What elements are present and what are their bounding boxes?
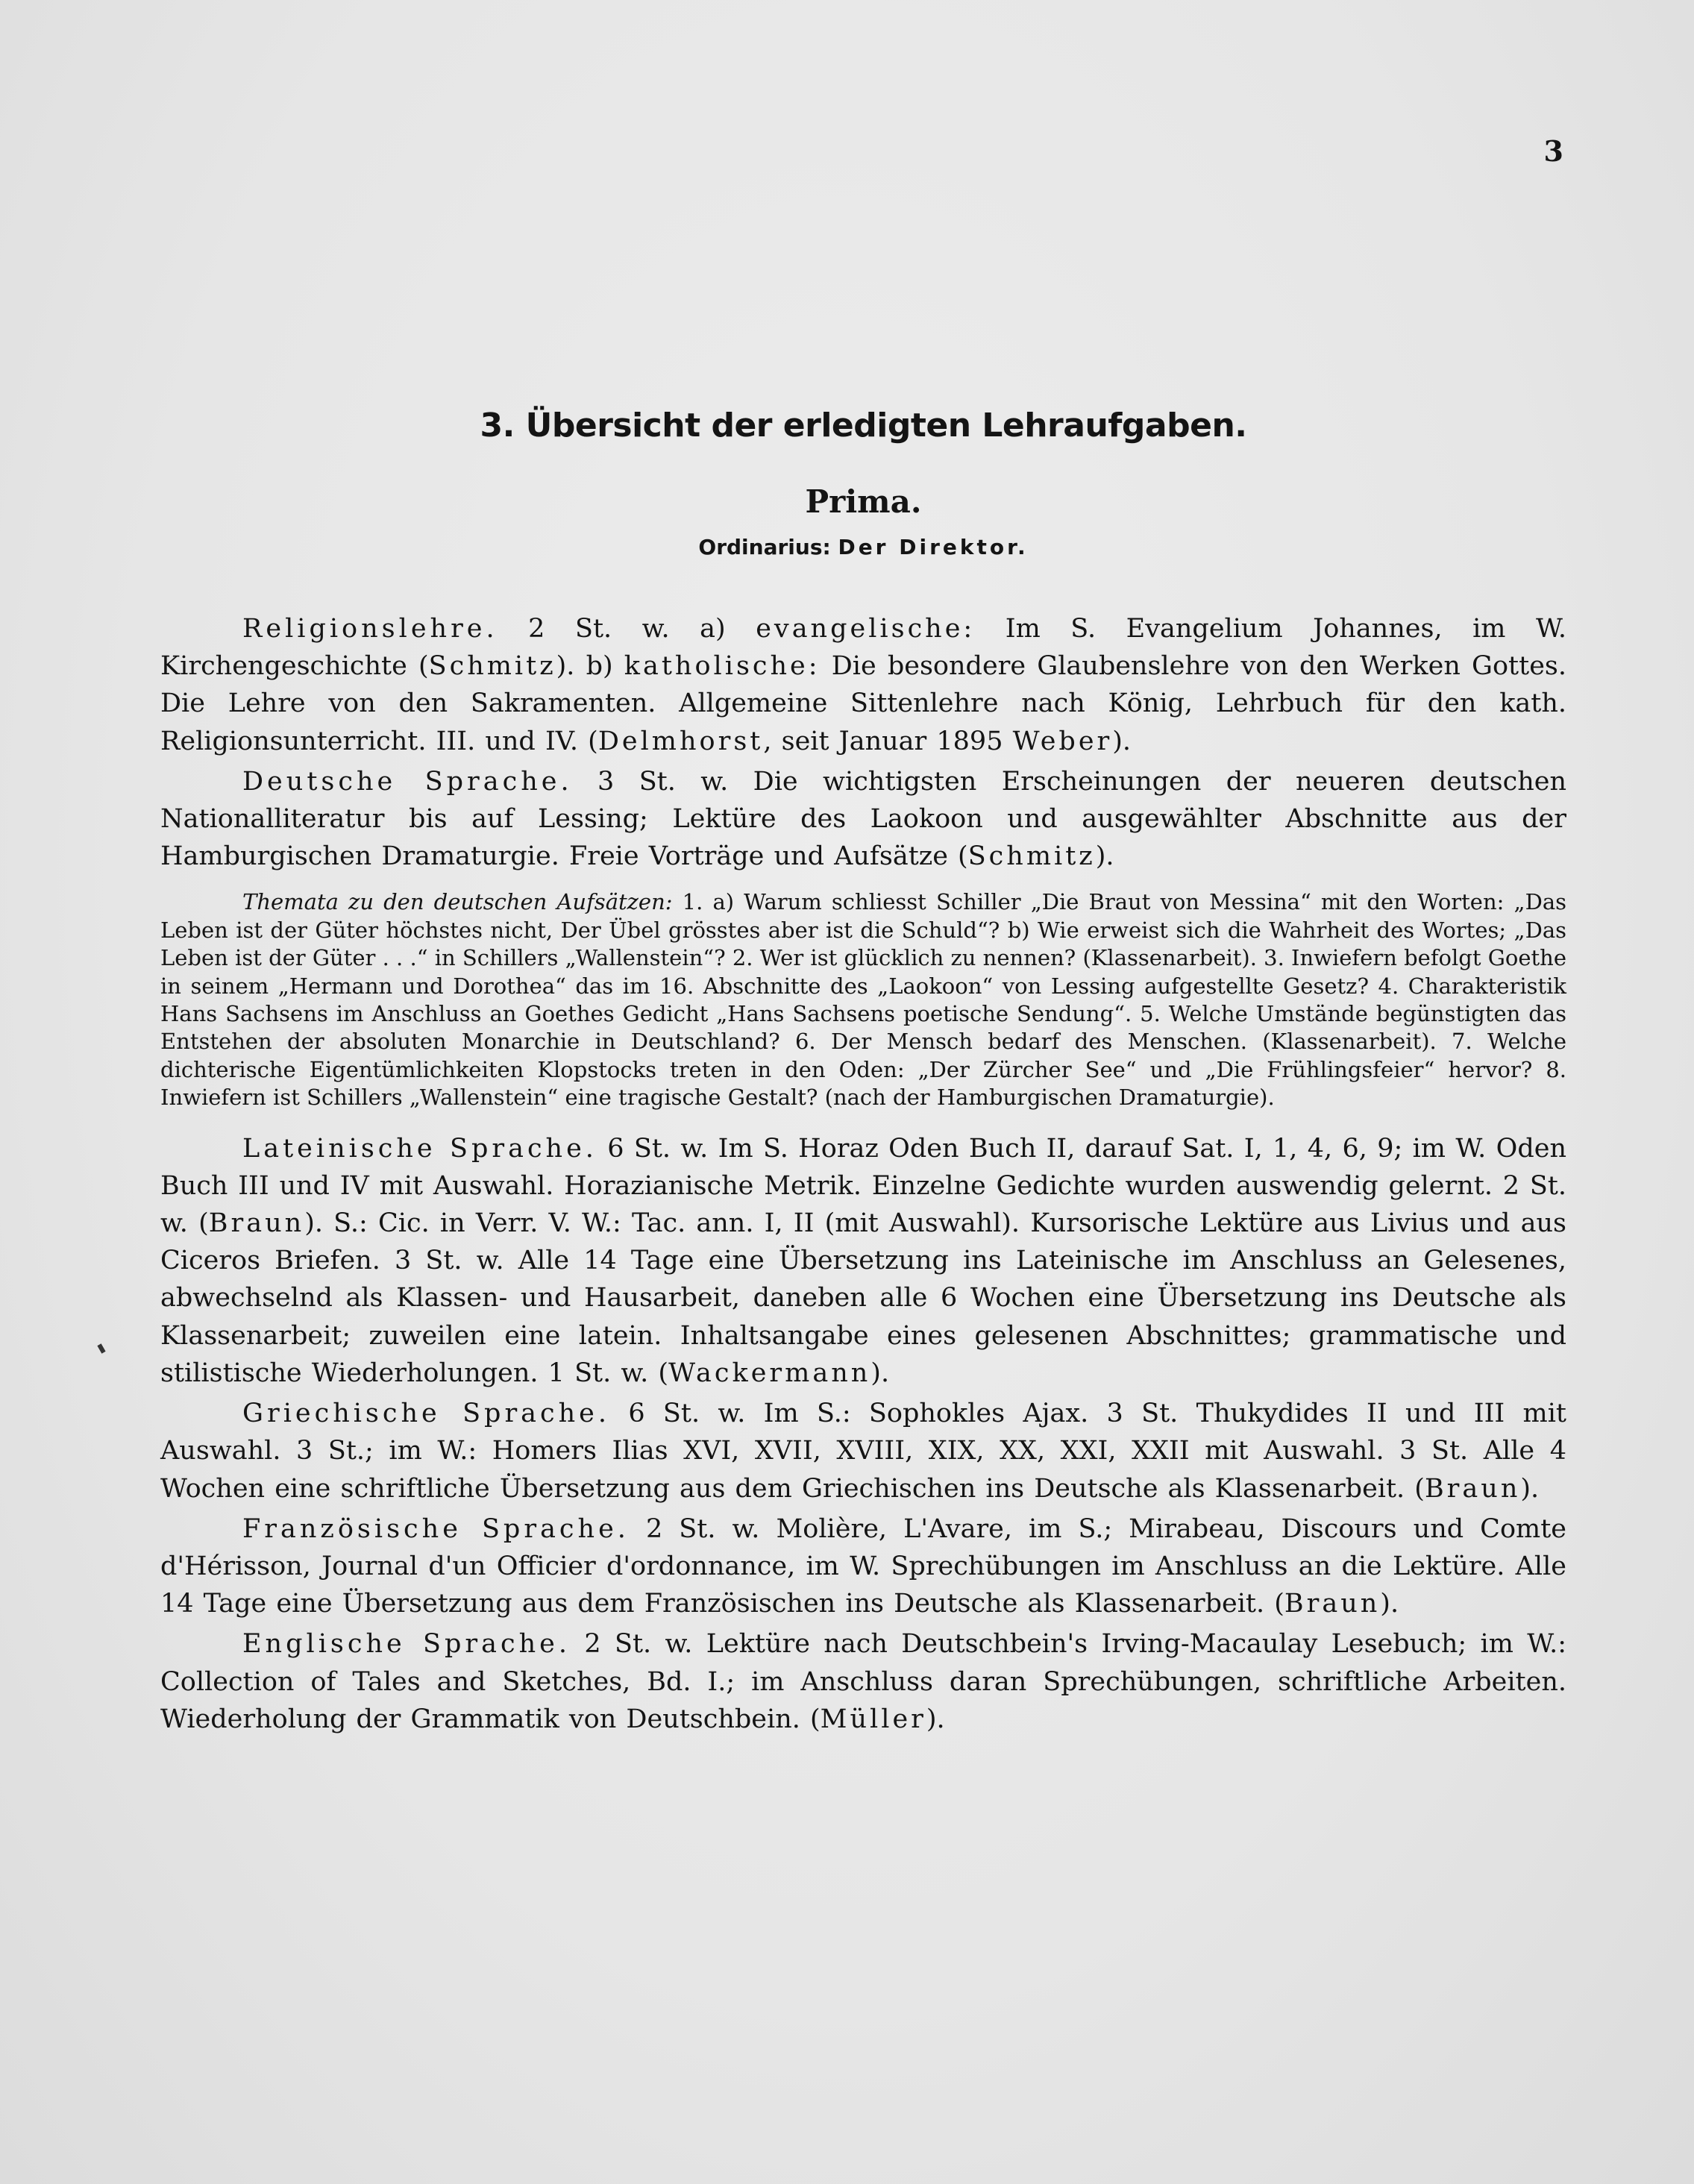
teacher-name: Müller (820, 1704, 926, 1734)
paragraph-franzoesisch (160, 1510, 1566, 1623)
page-number: 3 (1543, 134, 1563, 168)
teacher-name: Delmhorst (597, 726, 764, 756)
text-run: 2 St. w. Lektüre nach Deutschbein's Irving-Macaulay Lesebuch; im W.: Collection of Tales and Sketches, Bd. I.; im Anschluss daran Sprechübungen, schriftliche Arbeiten. Wiederholung der Grammatik von Deutschbein. ( (160, 1629, 1566, 1734)
text-run: ). b) (556, 651, 624, 682)
teacher-name: Braun (208, 1208, 305, 1239)
denomination-label: evangelische: (756, 614, 976, 644)
paragraph-englisch (160, 1625, 1566, 1738)
text-run: 2 St. w. Molière, L'Avare, im S.; Mirabeau, Discours und Comte d'Hérisson, Journal d'un Officier d'ordonnance, im W. Sprechübungen im Anschluss an die Lektüre. Alle 14 Tage eine Übersetzung aus dem Französischen ins Deutsche als Klassenarbeit. ( (160, 1513, 1567, 1619)
text-run: 6 St. w. Im S. Horaz Oden Buch II, darauf Sat. I, 1, 4, 6, 9; im W. Oden Buch III und IV mit Auswahl. Horazianische Metrik. Einzelne Gedichte wurden auswendig gelernt. 2 St. w. ( (160, 1133, 1566, 1239)
ordinarius-label: Ordinarius: (698, 535, 831, 559)
teacher-name: Wackermann (668, 1358, 871, 1388)
paragraph-themata (160, 888, 1566, 1111)
subject-heading: Französische Sprache. (242, 1513, 630, 1544)
class-title: Prima. (805, 483, 922, 520)
paragraph-deutsch (160, 763, 1566, 876)
teacher-name: Schmitz (967, 841, 1096, 872)
teacher-name: Braun (1424, 1473, 1521, 1504)
margin-mark (97, 1343, 105, 1353)
themata-lead: Themata zu den deutschen Aufsätzen: (242, 889, 673, 915)
text-run: 6 St. w. Im S.: Sophokles Ajax. 3 St. Thukydides II und III mit Auswahl. 3 St.; im W.: Homers Ilias XVI, XVII, XVIII, XIX, XX, XXI, XXII mit Auswahl. 3 St. Alle 4 Wochen eine schriftliche Übersetzung aus dem Griechischen ins Deutsche als Klassenarbeit. ( (160, 1399, 1567, 1504)
text-run: ). (1380, 1589, 1399, 1619)
subject-heading: Griechische Sprache. (242, 1399, 611, 1429)
paragraph-griechisch (160, 1395, 1566, 1507)
text-run: , seit Januar 1895 (763, 726, 1013, 756)
text-run: ). (926, 1704, 945, 1734)
denomination-label: katholische: (624, 651, 821, 682)
page-content (160, 407, 1566, 1738)
teacher-name: Weber (1012, 726, 1113, 756)
teacher-name: Braun (1284, 1589, 1381, 1619)
subject-heading: Deutsche Sprache. (242, 766, 573, 797)
teacher-name: Schmitz (428, 651, 556, 682)
subject-heading: Religionslehre. (242, 614, 498, 644)
text-run: ). (870, 1358, 890, 1388)
text-run: 2 St. w. a) (498, 614, 756, 644)
text-run: Im S. Evangelium Johannes, im W. Kirchengeschichte ( (160, 614, 1566, 682)
text-run: ). (1520, 1473, 1540, 1504)
paragraph-latein (160, 1130, 1566, 1392)
text-run: ). (1112, 726, 1132, 756)
text-run: ). (1095, 841, 1114, 872)
text-run: ). S.: Cic. in Verr. V. W.: Tac. ann. I, II (mit Auswahl). Kursorische Lektüre aus Livius und aus Ciceros Briefen. 3 St. w. Alle 14 Tage eine Übersetzung ins Lateinische im Anschluss an Gelesenes, abwechselnd als Klassen- und Hausarbeit, daneben alle 6 Wochen eine Übersetzung ins Deutsche als Klassenarbeit; zuweilen eine latein. Inhaltsangabe eines gelesenen Abschnittes; grammatische und stilistische Wiederholungen. 1 St. w. ( (160, 1208, 1566, 1388)
section-title: 3. Übersicht der erledigten Lehraufgaben. (480, 407, 1247, 445)
paragraph-religion (160, 610, 1566, 760)
text-run: 3 St. w. Die wichtigsten Erscheinungen der neueren deutschen Nationalliteratur bis auf Lessing; Lektüre des Laokoon und ausgewählter Abschnitte aus der Hamburgischen Dramaturgie. Freie Vorträge und Aufsätze ( (160, 766, 1566, 872)
body-text (160, 610, 1566, 1738)
ordinarius-line (160, 535, 1566, 559)
subject-heading: Lateinische Sprache. (242, 1133, 597, 1164)
subject-heading: Englische Sprache. (242, 1629, 571, 1660)
text-run: Die besondere Glaubenslehre von den Werken Gottes. Die Lehre von den Sakramenten. Allgemeine Sittenlehre nach König, Lehrbuch für den kath. Religionsunterricht. III. und IV. ( (160, 651, 1566, 756)
ordinarius-name: Der Direktor. (838, 535, 1029, 559)
themata-text: 1. a) Warum schliesst Schiller „Die Braut von Messina“ mit den Worten: „Das Leben ist der Güter höchstes nicht, Der Übel grösstes aber ist die Schuld“? b) Wie erweist sich die Wahrheit des Wortes; „Das Leben ist der Güter . . .“ in Schillers „Wallenstein“? 2. Wer ist glücklich zu nennen? (Klassenarbeit). 3. Inwiefern befolgt Goethe in seinem „Hermann und Dorothea“ das im 16. Abschnitte des „Laokoon“ von Lessing aufgestellte Gesetz? 4. Charakteristik Hans Sachsens im Anschluss an Goethes Gedicht „Hans Sachsens poetische Sendung“. 5. Welche Umstände begünstigten das Entstehen der absoluten Monarchie in Deutschland? 6. Der Mensch bedarf des Menschen. (Klassenarbeit). 7. Welche dichterische Eigentümlichkeiten Klopstocks treten in den Oden: „Der Zürcher See“ und „Die Frühlingsfeier“ hervor? 8. Inwiefern ist Schillers „Wallenstein“ eine tragische Gestalt? (nach der Hamburgischen Dramaturgie). (160, 889, 1566, 1111)
